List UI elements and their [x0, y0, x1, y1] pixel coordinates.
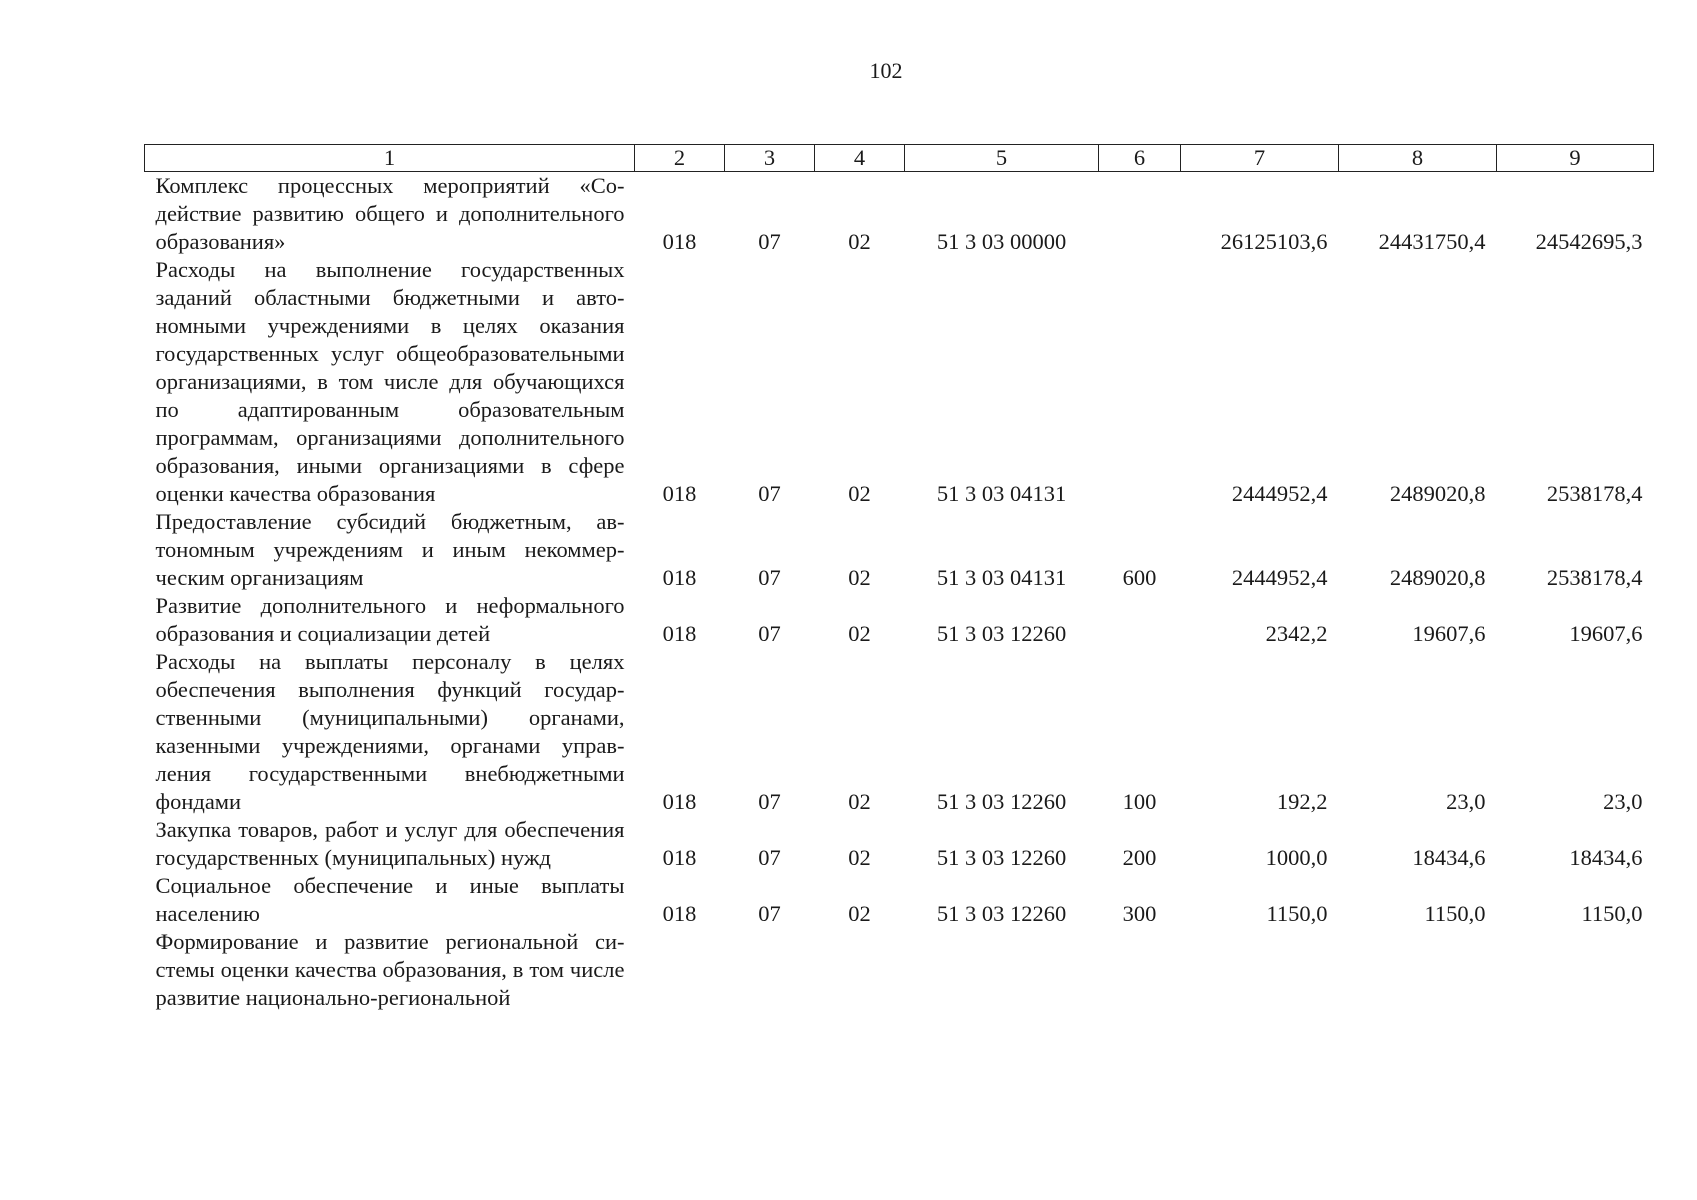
header-cell-4: 4 — [815, 145, 905, 172]
row-name: Развитие дополнительного и неформального образования и социализации детей — [155, 593, 625, 646]
row-value-9 — [1497, 928, 1654, 1012]
row-csr: 51 3 03 04131 — [936, 481, 1067, 506]
row-rz: 07 — [758, 789, 781, 814]
row-pr — [815, 928, 905, 1012]
table-row — [145, 648, 1654, 816]
row-csr — [905, 928, 1099, 1012]
row-rz: 07 — [758, 621, 781, 646]
row-value-9: 2538178,4 — [1546, 481, 1643, 506]
budget-table — [144, 144, 1654, 1012]
row-gr: 018 — [662, 845, 697, 870]
row-value-7: 1000,0 — [1265, 845, 1328, 870]
row-vr: 300 — [1122, 901, 1157, 926]
row-pr: 02 — [848, 565, 871, 590]
table-row — [145, 872, 1654, 928]
row-value-7: 192,2 — [1276, 789, 1328, 814]
page-number: 102 — [869, 58, 903, 83]
row-value-8: 19607,6 — [1412, 621, 1486, 646]
row-value-8: 18434,6 — [1412, 845, 1486, 870]
table-row — [145, 508, 1654, 592]
row-gr: 018 — [662, 789, 697, 814]
row-gr: 018 — [662, 481, 697, 506]
row-vr — [1099, 928, 1181, 1012]
row-vr — [1099, 592, 1181, 648]
row-value-9: 2538178,4 — [1546, 565, 1643, 590]
row-value-7: 2342,2 — [1265, 621, 1328, 646]
row-rz: 07 — [758, 481, 781, 506]
row-pr: 02 — [848, 789, 871, 814]
header-cell-9: 9 — [1497, 145, 1654, 172]
row-vr — [1099, 256, 1181, 508]
row-csr: 51 3 03 12260 — [936, 901, 1067, 926]
row-csr: 51 3 03 12260 — [936, 845, 1067, 870]
table-row — [145, 172, 1654, 257]
row-value-9: 23,0 — [1603, 789, 1643, 814]
header-row — [145, 145, 1654, 172]
row-value-7 — [1181, 928, 1339, 1012]
row-csr: 51 3 03 00000 — [936, 229, 1067, 254]
row-rz: 07 — [758, 229, 781, 254]
row-csr: 51 3 03 04131 — [936, 565, 1067, 590]
row-value-7: 26125103,6 — [1220, 229, 1328, 254]
row-value-7: 2444952,4 — [1231, 481, 1328, 506]
row-vr: 200 — [1122, 845, 1157, 870]
row-csr: 51 3 03 12260 — [936, 621, 1067, 646]
row-rz — [725, 928, 815, 1012]
row-value-9: 1150,0 — [1581, 901, 1643, 926]
row-rz: 07 — [758, 565, 781, 590]
row-name: Закупка товаров, работ и услуг для обеспечения государственных (муниципальных) нужд — [155, 817, 625, 870]
row-value-8 — [1339, 928, 1497, 1012]
row-value-9: 19607,6 — [1569, 621, 1643, 646]
row-vr: 100 — [1122, 789, 1157, 814]
table-row — [145, 592, 1654, 648]
row-gr — [635, 928, 725, 1012]
row-csr: 51 3 03 12260 — [936, 789, 1067, 814]
row-name: Предоставление субсидий бюджетным, автономным учреждениям и иным некоммерческим организациям — [155, 509, 625, 590]
row-value-9: 24542695,3 — [1535, 229, 1643, 254]
header-cell-8: 8 — [1339, 145, 1497, 172]
row-pr: 02 — [848, 481, 871, 506]
table-body — [145, 172, 1654, 1013]
row-value-8: 24431750,4 — [1378, 229, 1486, 254]
table-row — [145, 256, 1654, 508]
row-name: Расходы на выплаты персоналу в целях обеспечения выполнения функций государственными (муниципальными) органами, казенными учреждениями, органами управления государственными внебюджетными фондами — [155, 649, 625, 814]
row-value-7: 1150,0 — [1266, 901, 1328, 926]
row-rz: 07 — [758, 845, 781, 870]
row-name: Расходы на выполнение государственных заданий областными бюджетными и автономными учреждениями в целях оказания государственных услуг общеобразовательными организациями, в том числе для обучающихся по адаптированным образовательным программам, организациями дополнительного образования, иными организациями в сфере оценки качества образования — [155, 257, 625, 506]
row-name: Социальное обеспечение и иные выплаты населению — [155, 873, 625, 926]
row-vr — [1099, 172, 1181, 257]
row-value-8: 1150,0 — [1424, 901, 1486, 926]
table-header — [145, 145, 1654, 172]
table-row — [145, 816, 1654, 872]
row-value-8: 2489020,8 — [1389, 481, 1486, 506]
header-cell-2: 2 — [635, 145, 725, 172]
row-name: Комплекс процессных мероприятий «Содействие развитию общего и дополнительного образования» — [155, 173, 625, 254]
header-cell-1: 1 — [145, 145, 635, 172]
header-cell-3: 3 — [725, 145, 815, 172]
row-value-8: 2489020,8 — [1389, 565, 1486, 590]
row-gr: 018 — [662, 565, 697, 590]
row-pr: 02 — [848, 901, 871, 926]
header-cell-7: 7 — [1181, 145, 1339, 172]
row-gr: 018 — [662, 901, 697, 926]
row-name: Формирование и развитие региональной системы оценки качества образования, в том числе развитие национально-региональной — [155, 929, 625, 1010]
row-vr: 600 — [1122, 565, 1157, 590]
row-pr: 02 — [848, 229, 871, 254]
row-rz: 07 — [758, 901, 781, 926]
row-value-7: 2444952,4 — [1231, 565, 1328, 590]
row-gr: 018 — [662, 229, 697, 254]
header-cell-6: 6 — [1099, 145, 1181, 172]
row-pr: 02 — [848, 845, 871, 870]
header-cell-5: 5 — [905, 145, 1099, 172]
table-row — [145, 928, 1654, 1012]
row-value-8: 23,0 — [1446, 789, 1486, 814]
row-gr: 018 — [662, 621, 697, 646]
row-value-9: 18434,6 — [1569, 845, 1643, 870]
row-pr: 02 — [848, 621, 871, 646]
